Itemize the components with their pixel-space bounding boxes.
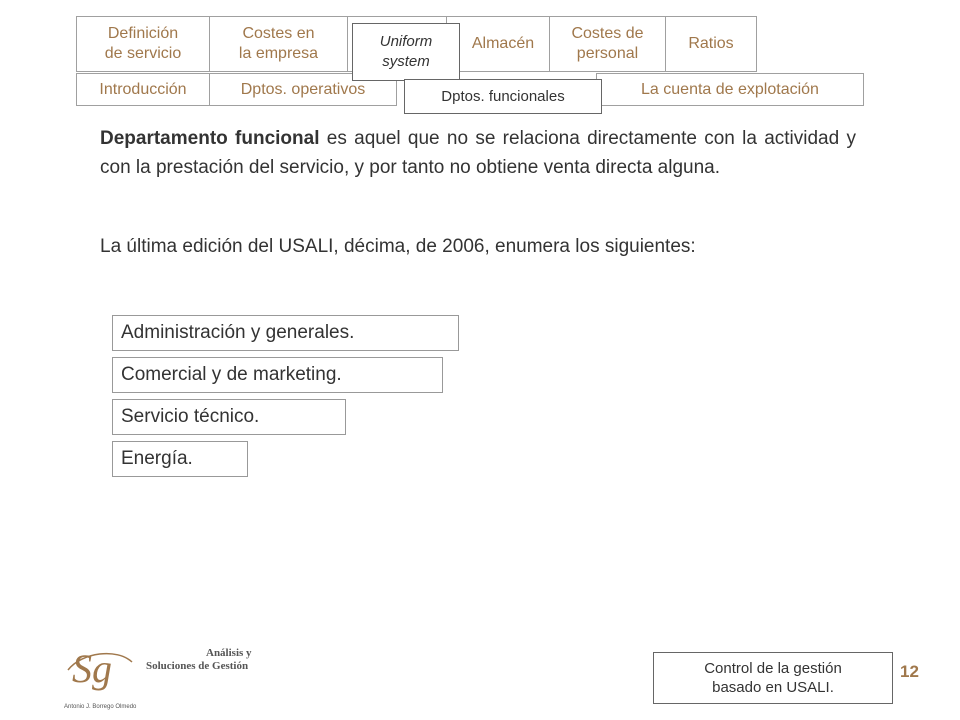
tab-dptos-operativos[interactable]: Dptos. operativos — [209, 73, 397, 106]
tab-definicion-servicio[interactable]: Definición de servicio — [76, 16, 210, 72]
logo-author: Antonio J. Borrego Olmedo — [64, 704, 137, 710]
dptos-funcionales-label[interactable]: Dptos. funcionales — [404, 79, 602, 114]
company-logo — [62, 640, 322, 710]
intro-list-paragraph: La última edición del USALI, décima, de 2006, enumera los siguientes: — [100, 236, 696, 257]
logo-line2: Soluciones de Gestión — [146, 660, 249, 672]
uniform-system-label[interactable]: Uniform system — [352, 23, 460, 81]
tab-cuenta-explotacion[interactable]: La cuenta de explotación — [596, 73, 864, 106]
logo-graphic — [62, 640, 322, 710]
footer-caption-box: Control de la gestión basado en USALI. — [653, 652, 893, 704]
department-item: Comercial y de marketing. — [112, 357, 443, 393]
logo-monogram: Sg — [72, 646, 112, 691]
definition-term: Departamento funcional — [100, 128, 320, 149]
tab-almacen[interactable]: Almacén — [446, 16, 550, 72]
page-number: 12 — [900, 662, 919, 681]
tab-introduccion[interactable]: Introducción — [76, 73, 210, 106]
department-item: Administración y generales. — [112, 315, 459, 351]
department-item: Energía. — [112, 441, 248, 477]
definition-paragraph — [100, 124, 856, 182]
logo-line1: Análisis y — [206, 647, 252, 659]
tab-costes-empresa[interactable]: Costes en la empresa — [209, 16, 348, 72]
department-item: Servicio técnico. — [112, 399, 346, 435]
tab-costes-personal[interactable]: Costes de personal — [549, 16, 666, 72]
definition-text: es aquel que no se relaciona directamente con la actividad y con la prestación del servicio, y por tanto no obtiene venta directa alguna. — [100, 128, 856, 178]
tab-ratios[interactable]: Ratios — [665, 16, 757, 72]
